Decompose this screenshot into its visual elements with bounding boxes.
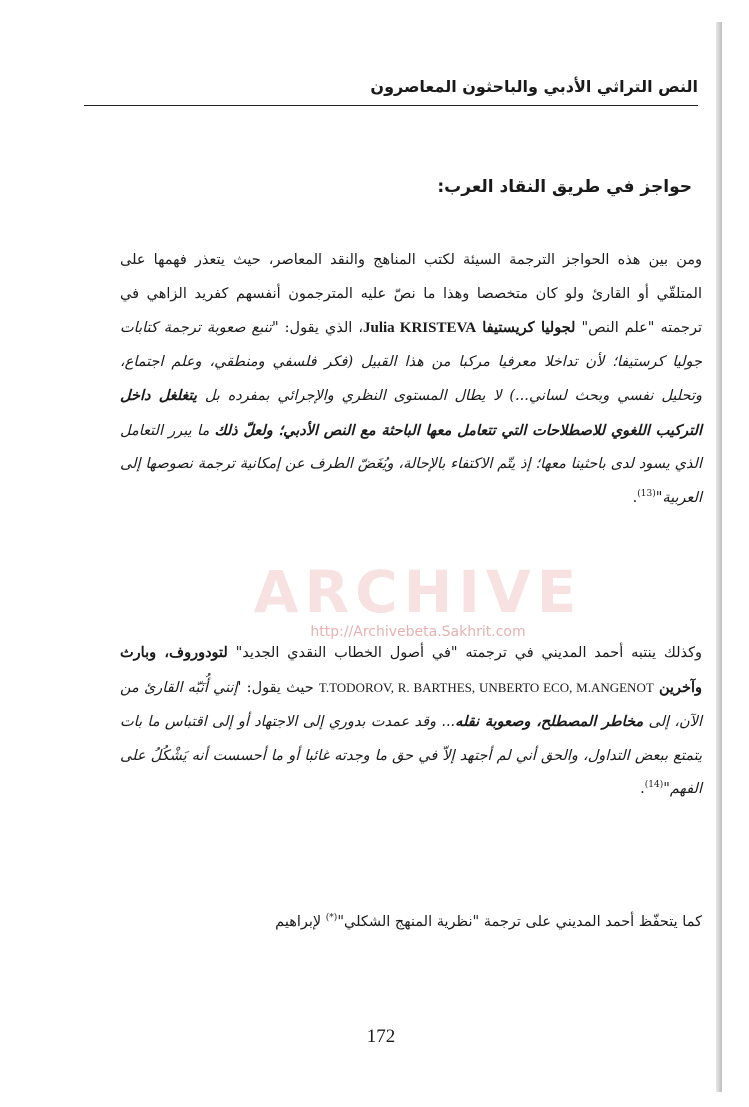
footnote-ref-star[interactable]: (*) xyxy=(325,913,338,924)
quote-2-part-a: 'إنني أُنَبّه القارئ من الآن، إلى xyxy=(120,679,702,730)
quote-1-part-a: "تنبع صعوبة ترجمة كتابات جوليا كرستيفا؛ لأن تداخلا معرفيا مركبا من هذا القبيل (فكر فلسفي ومنطقي، وعلم اجتماع، وتحليل نفسي وبحث لساني...) لا يطال المستوى النظري والإجرائي بمفرده بل xyxy=(120,320,702,404)
page-number: 172 xyxy=(366,1026,396,1047)
header-rule xyxy=(84,105,698,106)
paragraph-2 xyxy=(120,636,702,807)
paragraph-3-text-b: لإبراهيم xyxy=(275,914,326,930)
watermark-logo: ARCHIVE xyxy=(253,558,583,626)
quote-2-part-b-bold: مخاطر المصطلح، وصعوبة نقله xyxy=(455,713,644,730)
footnote-ref-13[interactable]: (13) xyxy=(637,488,656,499)
quote-2-part-c: ... وقد عمدت بدوري إلى الاجتهاد أو إلى اقتباس ما بات يتمتع ببعض التداول، والحق أني لم أجتهد إلاّ في حق ما وجدته غائبا أو ما أحسست أنه يَشْكُلُ على الفهم" xyxy=(120,714,702,797)
author-name-arabic: لجوليا كريستيفا xyxy=(482,319,576,336)
paragraph-1-text-b: ، الذي يقول: xyxy=(278,320,363,336)
watermark-url: http://Archivebeta.Sakhrit.com xyxy=(310,624,526,640)
page-edge-shadow xyxy=(716,22,722,1092)
quote-1-part-c: ما يبرر التعامل الذي يسود لدى باحثينا معها؛ إذ يتّم الاكتفاء بالإحالة، ويُغَضّ الطرف عن إمكانية ترجمة نصوصها إلى العربية" xyxy=(120,422,702,506)
paragraph-1-end: . xyxy=(632,489,638,506)
paragraph-2-end: . xyxy=(640,781,645,797)
paragraph-2-text-b: حيث يقول: xyxy=(241,679,319,696)
running-header-title: النص التراثي الأدبي والباحثون المعاصرون xyxy=(370,77,698,96)
archive-watermark xyxy=(228,558,608,642)
paragraph-3-text-a: كما يتحفّظ أحمد المديني على ترجمة "نظرية المنهج الشكلي" xyxy=(337,914,702,930)
footnote-ref-14[interactable]: (14) xyxy=(644,780,664,791)
paragraph-1 xyxy=(120,244,702,515)
authors-names-latin: T.TODOROV, R. BARTHES, UNBERTO ECO, M.ANGENOT xyxy=(318,679,654,695)
paragraph-3 xyxy=(120,906,702,940)
quote-1-part-b-bold: يتغلغل داخل التركيب اللغوي للاصطلاحات التي تتعامل معها الباحثة مع النص الأدبي؛ ولعلّ ذلك xyxy=(120,387,702,439)
authors-names-arabic: لتودوروف، وبارث وآخرين xyxy=(120,644,703,696)
paragraph-1-text-a: ومن بين هذه الحواجز الترجمة السيئة لكتب المناهج والنقد المعاصر، حيث يتعذر فهمها على المتلقّي أو القارئ ولو كان متخصصا وهذا ما نصّ عليه المترجمون أنفسهم كفريد الزاهي في ترجمته "علم النص" xyxy=(120,252,702,336)
paragraph-2-text-a: وكذلك ينتبه أحمد المديني في ترجمته "في أصول الخطاب النقدي الجديد" xyxy=(227,645,702,661)
book-page xyxy=(40,22,722,1092)
author-name-latin: Julia KRISTEVA xyxy=(363,320,477,336)
section-heading: حواجز في طريق النقاد العرب: xyxy=(437,177,692,197)
